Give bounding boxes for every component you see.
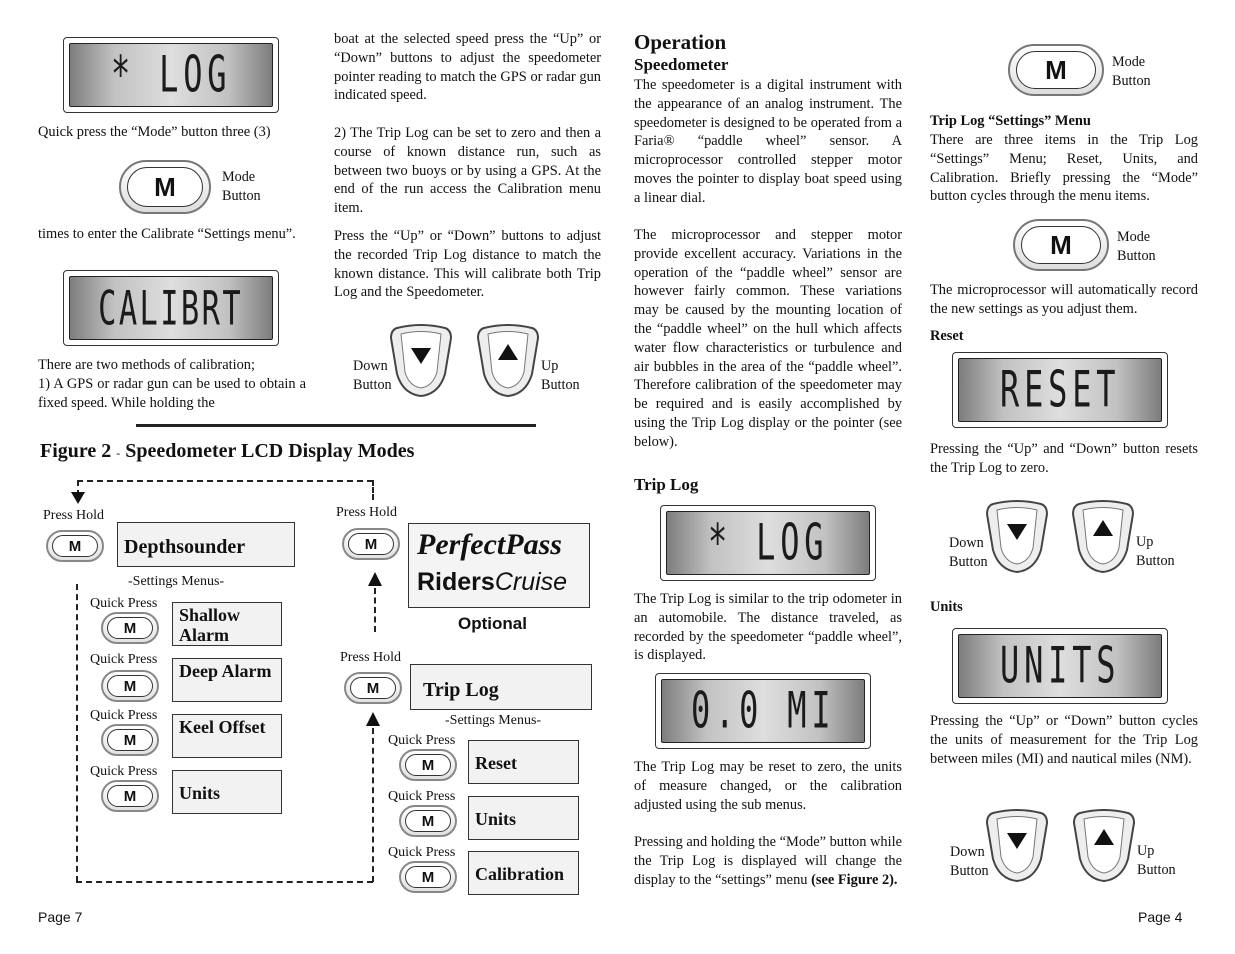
quick-press-text: Quick press the “Mode” button three (3) <box>38 124 271 140</box>
mode-button[interactable] <box>101 724 159 756</box>
quick-press-label: Quick Press <box>90 652 158 667</box>
mode-button-letter: M <box>1016 51 1096 89</box>
mode-button[interactable] <box>101 780 159 812</box>
keel-offset-box: Keel Offset <box>172 714 282 758</box>
mode-button-letter: M <box>405 810 451 832</box>
loop-line-top <box>77 480 373 482</box>
lcd-text: * LOG <box>110 46 232 104</box>
mode-button-letter: M <box>348 533 394 555</box>
mode-button-letter: M <box>350 677 396 699</box>
trip-units-box: Units <box>468 796 579 840</box>
loop-line-right-bottom <box>372 728 374 882</box>
up-arrow-button[interactable] <box>476 322 540 398</box>
page-number-left: Page 7 <box>38 909 83 925</box>
down-button-label: Down Button <box>950 844 989 879</box>
lcd-text: * LOG <box>707 514 829 572</box>
riderscruise-logo: RidersCruise <box>417 568 568 596</box>
calibration-box: Calibration <box>468 851 579 895</box>
operation-heading: Operation <box>634 30 727 54</box>
press-hold-label: Press Hold <box>340 650 402 665</box>
deep-alarm-box: Deep Alarm <box>172 658 282 702</box>
reset-para: Pressing the “Up” and “Down” button resets the Trip Log to zero. <box>930 441 1198 476</box>
down-arrow-button[interactable] <box>985 807 1049 883</box>
mode-button-label: Mode Button <box>1112 54 1151 89</box>
section-divider <box>136 424 536 427</box>
mode-button[interactable] <box>1013 219 1109 271</box>
mode-button-letter: M <box>107 617 153 639</box>
mode-button-letter: M <box>127 167 203 207</box>
down-button-label: Down Button <box>353 358 392 393</box>
lcd-log-display <box>63 37 279 113</box>
quick-press-label: Quick Press <box>90 764 158 779</box>
speedo-para1: The speedometer is a digital instrument with the appearance of an analog instrument. The speedometer is designed to be operated from a Faria® “paddle wheel” sensor. A microprocessor controlled stepper motor moves the pointer to display boat speed using a linear dial. <box>634 77 902 206</box>
depth-units-box: Units <box>172 770 282 814</box>
trip-para1: The Trip Log is similar to the trip odometer in an automobile. The distance traveled, as recorded by the speedometer “paddle wheel”, is displayed. <box>634 591 902 664</box>
col2-para1: boat at the selected speed press the “Up” or “Down” buttons to adjust the speedometer pointer reading to match the GPS or radar gun indicated speed. <box>334 31 601 104</box>
lcd-units-display <box>952 628 1168 704</box>
trip-log-box: Trip Log <box>410 664 592 710</box>
loop-line-bottom <box>76 881 373 883</box>
reset-box: Reset <box>468 740 579 784</box>
micro-para: The microprocessor will automatically record the new settings as you adjust them. <box>930 282 1198 317</box>
down-arrow-button[interactable] <box>389 322 453 398</box>
quick-press-label: Quick Press <box>388 733 456 748</box>
mode-button[interactable] <box>46 530 104 562</box>
two-methods-text: There are two methods of calibration; <box>38 357 255 373</box>
up-button-label: Up Button <box>541 358 580 393</box>
mode-button[interactable] <box>1008 44 1104 96</box>
press-hold-label: Press Hold <box>43 508 105 523</box>
mode-button-letter: M <box>107 729 153 751</box>
quick-press-label: Quick Press <box>90 596 158 611</box>
shallow-alarm-box: Shallow Alarm <box>172 602 282 646</box>
settings-menus-label: -Settings Menus- <box>128 574 225 589</box>
trip-log-heading: Trip Log <box>634 475 699 494</box>
mode-button-letter: M <box>405 866 451 888</box>
mode-button-letter: M <box>107 785 153 807</box>
mode-button-letter: M <box>107 675 153 697</box>
units-heading: Units <box>930 599 963 615</box>
mode-button-letter: M <box>52 535 98 557</box>
mode-button[interactable] <box>399 805 457 837</box>
perfectpass-logo: PerfectPass <box>417 528 562 561</box>
mode-button-letter: M <box>405 754 451 776</box>
mode-button[interactable] <box>101 670 159 702</box>
settings-para: There are three items in the Trip Log “Settings” Menu; Reset, Units, and Calibration. Briefly pressing the “Mode” button cycles through the menu items. <box>930 132 1198 205</box>
page-number-right: Page 4 <box>1138 909 1183 925</box>
quick-press-label: Quick Press <box>388 845 456 860</box>
times-text: times to enter the Calibrate “Settings menu”. <box>38 226 296 242</box>
loop-arrow-up-icon <box>368 572 382 586</box>
settings-menus-label: -Settings Menus- <box>445 713 542 728</box>
figure-title: Figure 2 - Speedometer LCD Display Modes <box>40 440 415 462</box>
down-button-label: Down Button <box>949 535 988 570</box>
lcd-text: UNITS <box>999 637 1121 695</box>
quick-press-label: Quick Press <box>90 708 158 723</box>
perfectpass-box <box>408 523 590 608</box>
depthsounder-box: Depthsounder <box>117 522 295 567</box>
loop-line-mid <box>374 588 376 632</box>
optional-label: Optional <box>458 614 527 633</box>
mode-button[interactable] <box>399 749 457 781</box>
lcd-text: RESET <box>999 361 1121 419</box>
up-button-label: Up Button <box>1137 843 1176 878</box>
lcd-reset-display <box>952 352 1168 428</box>
press-hold-label: Press Hold <box>336 505 398 520</box>
trip-para2: The Trip Log may be reset to zero, the units of measure changed, or the calibration adjusted using the sub menus. <box>634 759 902 813</box>
mode-button-label: Mode Button <box>222 169 261 204</box>
col2-para2: 2) The Trip Log can be set to zero and then a course of known distance run, such as between two buoys or by using a GPS. At the end of the run access the Calibration menu item. <box>334 125 601 217</box>
up-button-label: Up Button <box>1136 534 1175 569</box>
mode-button-letter: M <box>1021 226 1101 264</box>
trip-para3: Pressing and holding the “Mode” button while the Trip Log is displayed will change the display to the “settings” menu (see Figure 2). <box>634 834 902 888</box>
mode-button[interactable] <box>399 861 457 893</box>
settings-menu-heading: Trip Log “Settings” Menu <box>930 113 1091 129</box>
lcd-miles-display <box>655 673 871 749</box>
mode-button[interactable] <box>342 528 400 560</box>
loop-line-left <box>76 584 78 882</box>
loop-arrow-down-icon <box>71 492 85 504</box>
lcd-calibrt-display <box>63 270 279 346</box>
lcd-text: 0.0 MI <box>690 682 836 740</box>
down-arrow-button[interactable] <box>985 498 1049 574</box>
mode-button-label: Mode Button <box>1117 229 1156 264</box>
loop-line-right-top <box>372 480 374 500</box>
lcd-log-display <box>660 505 876 581</box>
up-arrow-button[interactable] <box>1072 807 1136 883</box>
mode-button[interactable] <box>101 612 159 644</box>
speedo-para2: The microprocessor and stepper motor provide excellent accuracy. Variations in the operation of the “paddle wheel” sensor are however fairly common. These variations may be caused by the mounting location of the “paddle wheel” on the hull which affects water flow characteristics or turbulence and air bubbles in the area of the “paddle wheel”. Therefore calibration of the speedometer may be required and is easily accomplished by using the Trip Log display or the pointer (see below). <box>634 227 902 450</box>
mode-button[interactable] <box>344 672 402 704</box>
lcd-text: CALIBRT <box>98 280 244 336</box>
quick-press-label: Quick Press <box>388 789 456 804</box>
reset-heading: Reset <box>930 328 964 344</box>
col2-para3: Press the “Up” or “Down” buttons to adjust the recorded Trip Log distance to match the known distance. This will calibrate both Trip Log and the Speedometer. <box>334 228 601 301</box>
up-arrow-button[interactable] <box>1071 498 1135 574</box>
mode-button[interactable] <box>119 160 211 214</box>
speedometer-heading: Speedometer <box>634 55 729 74</box>
method-one-text: 1) A GPS or radar gun can be used to obtain a fixed speed. While holding the <box>38 376 306 411</box>
loop-arrow-up-icon <box>366 712 380 726</box>
units-para: Pressing the “Up” or “Down” button cycles the units of measurement for the Trip Log between miles (MI) and nautical miles (NM). <box>930 713 1198 767</box>
